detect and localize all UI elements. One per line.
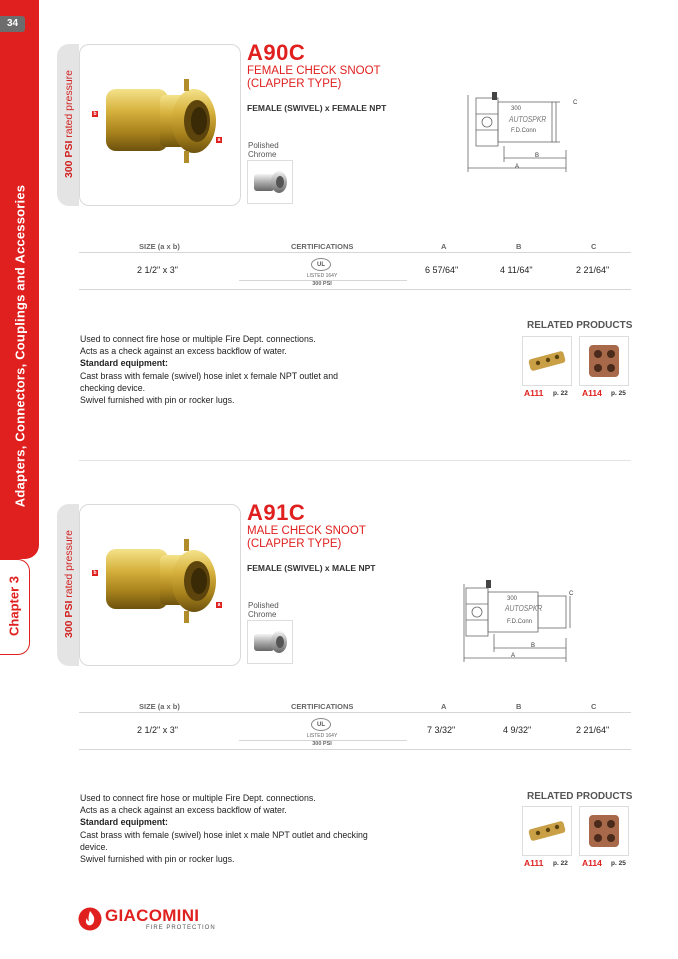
dimension-marker-b: b bbox=[93, 111, 97, 117]
col-header-c: C bbox=[591, 242, 597, 251]
cell-b: 4 9/32" bbox=[503, 725, 532, 735]
col-header-a: A bbox=[441, 242, 447, 251]
related-code-a114[interactable]: A114 bbox=[582, 388, 602, 398]
pressure-rating: 300 PSI rated pressure bbox=[63, 530, 75, 638]
table-header-rule bbox=[79, 252, 631, 253]
cell-size: 2 1/2" x 3" bbox=[137, 265, 178, 275]
related-product-a111-image[interactable] bbox=[522, 806, 572, 856]
drawing-dim-a: A bbox=[511, 653, 516, 659]
finish-label-line1: Polished bbox=[248, 141, 279, 150]
chapter-title: Adapters, Connectors, Couplings and Accessories bbox=[12, 184, 28, 508]
drawing-dim-c: C bbox=[573, 100, 578, 106]
product-image-card bbox=[79, 504, 241, 666]
ul-cert-icon: UL bbox=[311, 718, 331, 731]
check-snoot-image bbox=[80, 505, 240, 665]
related-code-a111[interactable]: A111 bbox=[524, 858, 544, 868]
related-page-a114: p. 25 bbox=[611, 390, 626, 397]
a114-icon bbox=[580, 807, 628, 855]
col-header-a: A bbox=[441, 702, 447, 711]
product-description: Used to connect fire hose or multiple Fire Dept. connections. Acts as a check against an excess backflow of water. Standard equipment: Cast brass with female (swivel) hose inlet x female NPT outlet and checking device. Swivel furnished with pin or rocker lugs. bbox=[80, 334, 338, 406]
a111-icon bbox=[523, 807, 571, 855]
dimension-marker-a: a bbox=[217, 602, 221, 608]
drawing-dim-b: B bbox=[535, 153, 540, 159]
finish-swatch bbox=[247, 620, 293, 664]
chrome-finish-image bbox=[248, 161, 292, 203]
col-header-size: SIZE (a x b) bbox=[139, 702, 180, 711]
col-header-size: SIZE (a x b) bbox=[139, 242, 180, 251]
cell-c: 2 21/64" bbox=[576, 265, 610, 275]
drawing-dim-c: C bbox=[569, 591, 574, 597]
drawing-fd-label: F.D.Conn bbox=[507, 619, 533, 625]
product-subtitle-line2: (CLAPPER TYPE) bbox=[247, 538, 342, 550]
product-subtitle-line1: MALE CHECK SNOOT bbox=[247, 525, 366, 537]
chrome-finish-image bbox=[248, 621, 292, 663]
col-header-certifications: CERTIFICATIONS bbox=[291, 702, 354, 711]
cert-listed: LISTED 164Y bbox=[306, 733, 338, 739]
cell-size: 2 1/2" x 3" bbox=[137, 725, 178, 735]
cell-b: 4 11/64" bbox=[500, 265, 533, 275]
table-bottom-rule bbox=[79, 289, 631, 290]
col-header-certifications: CERTIFICATIONS bbox=[291, 242, 354, 251]
product-description: Used to connect fire hose or multiple Fire Dept. connections. Acts as a check against an excess backflow of water. Standard equipment: Cast brass with female (swivel) hose inlet x male NPT outlet and checking device. Swivel furnished with pin or rocker lugs. bbox=[80, 793, 368, 865]
related-code-a111[interactable]: A111 bbox=[524, 388, 544, 398]
dimension-marker-a: a bbox=[217, 137, 221, 143]
related-products-title: RELATED PRODUCTS bbox=[527, 320, 633, 331]
drawing-dim-a: A bbox=[515, 164, 520, 170]
table-bottom-rule bbox=[79, 749, 631, 750]
connection-type: FEMALE (SWIVEL) x MALE NPT bbox=[247, 563, 376, 573]
finish-swatch bbox=[247, 160, 293, 204]
product-image-card bbox=[79, 44, 241, 206]
related-code-a114[interactable]: A114 bbox=[582, 858, 602, 868]
col-header-b: B bbox=[516, 242, 522, 251]
flame-logo-icon bbox=[78, 907, 102, 931]
pressure-rating: 300 PSI rated pressure bbox=[63, 70, 75, 178]
a111-icon bbox=[523, 337, 571, 385]
cell-a: 7 3/32" bbox=[427, 725, 456, 735]
col-header-b: B bbox=[516, 702, 522, 711]
check-snoot-image bbox=[80, 45, 240, 205]
chapter-label: Chapter 3 bbox=[6, 576, 22, 636]
related-product-a114-image[interactable] bbox=[579, 806, 629, 856]
product-code: A90C bbox=[247, 40, 306, 65]
brand-logo-text: GIACOMINI bbox=[105, 906, 200, 925]
drawing-label-300: 300 bbox=[507, 596, 518, 602]
related-page-a111: p. 22 bbox=[553, 390, 568, 397]
cert-listed: LISTED 164Y bbox=[306, 273, 338, 279]
col-header-c: C bbox=[591, 702, 597, 711]
product-subtitle-line2: (CLAPPER TYPE) bbox=[247, 78, 342, 90]
a114-icon bbox=[580, 337, 628, 385]
drawing-fd-label: F.D.Conn bbox=[511, 128, 537, 134]
drawing-brand-label: AUTOSPKR bbox=[505, 603, 543, 613]
finish-label-line2: Chrome bbox=[248, 610, 277, 619]
drawing-brand-label: AUTOSPKR bbox=[509, 114, 547, 124]
drawing-label-300: 300 bbox=[511, 106, 522, 112]
cert-psi: 300 PSI bbox=[312, 741, 332, 747]
cell-c: 2 21/64" bbox=[576, 725, 610, 735]
table-header-rule bbox=[79, 712, 631, 713]
page-number: 34 bbox=[0, 16, 25, 32]
related-page-a111: p. 22 bbox=[553, 860, 568, 867]
ul-cert-icon: UL bbox=[311, 258, 331, 271]
product-code: A91C bbox=[247, 500, 306, 525]
related-products-title: RELATED PRODUCTS bbox=[527, 791, 633, 802]
finish-label-line1: Polished bbox=[248, 601, 279, 610]
section-divider bbox=[79, 460, 631, 461]
finish-label-line2: Chrome bbox=[248, 150, 277, 159]
product-subtitle-line1: FEMALE CHECK SNOOT bbox=[247, 65, 381, 77]
drawing-dim-b: B bbox=[531, 643, 536, 649]
brand-tagline: FIRE PROTECTION bbox=[146, 925, 216, 931]
cert-psi: 300 PSI bbox=[312, 281, 332, 287]
related-page-a114: p. 25 bbox=[611, 860, 626, 867]
related-product-a114-image[interactable] bbox=[579, 336, 629, 386]
connection-type: FEMALE (SWIVEL) x FEMALE NPT bbox=[247, 103, 387, 113]
dimension-marker-b: b bbox=[93, 570, 97, 576]
related-product-a111-image[interactable] bbox=[522, 336, 572, 386]
cell-a: 6 57/64" bbox=[425, 265, 459, 275]
